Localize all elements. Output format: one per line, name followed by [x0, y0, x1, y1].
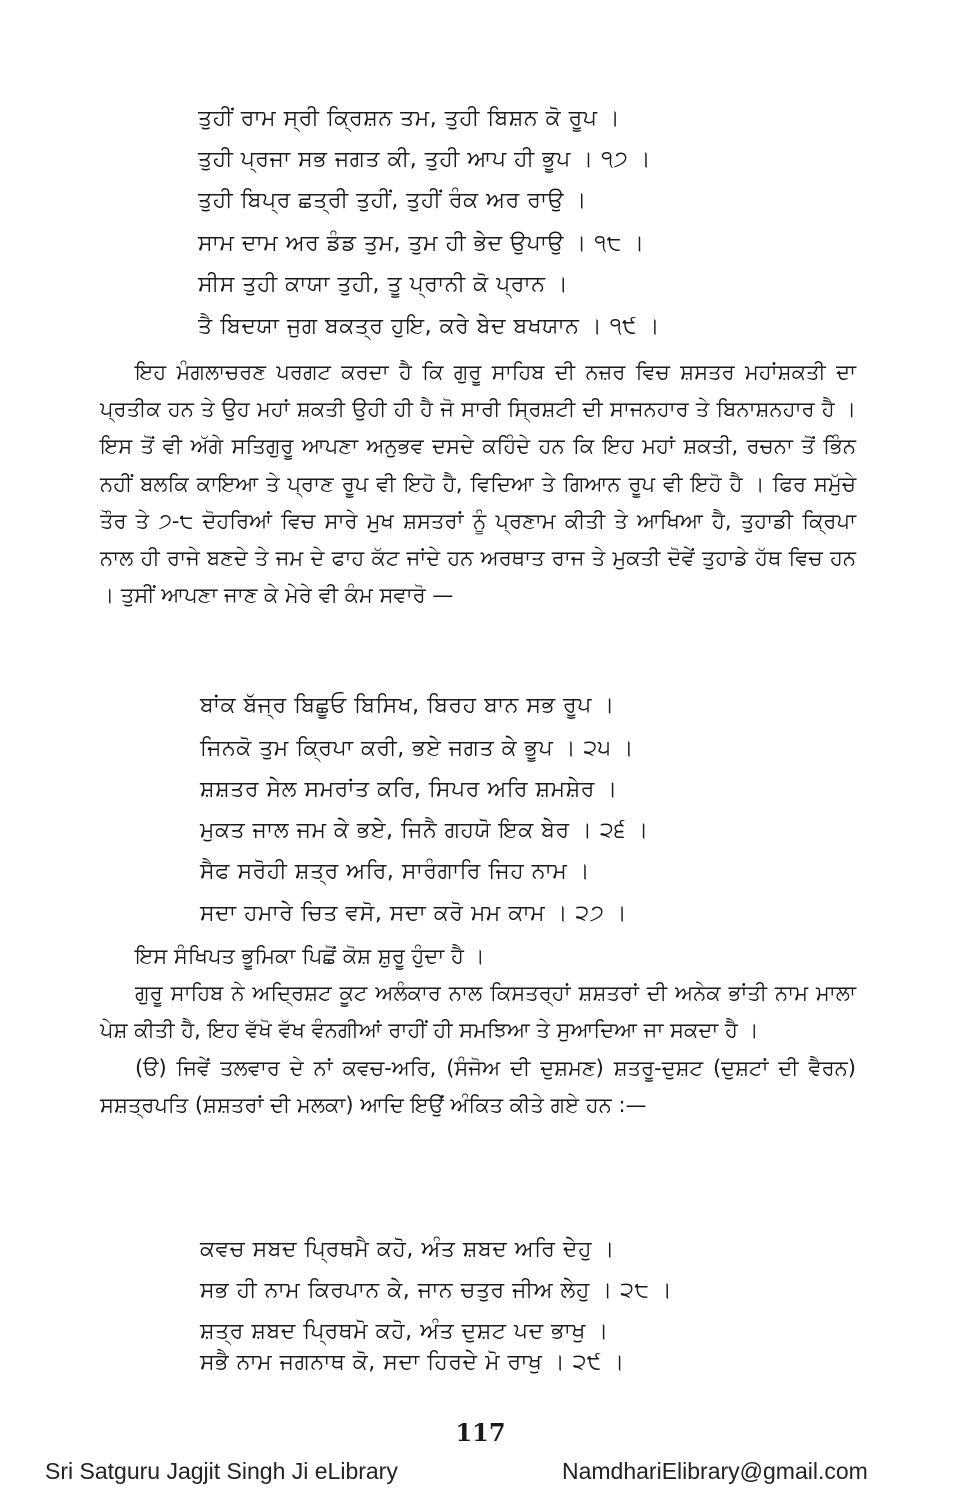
verse-line: ਤੁਹੀ ਪ੍ਰਜਾ ਸਭ ਜਗਤ ਕੀ, ਤੁਹੀ ਆਪ ਹੀ ਭੂਪ । ੧੭ ।: [198, 147, 652, 172]
verse-line: ਸਦਾ ਹਮਾਰੇ ਚਿਤ ਵਸੋ, ਸਦਾ ਕਰੋ ਮਮ ਕਾਮ । ੨੭ ।: [200, 901, 628, 926]
footer-email: NamdhariElibrary@gmail.com: [562, 1458, 868, 1484]
verse-line: ਜਿਨਕੋ ਤੁਮ ਕ੍ਰਿਪਾ ਕਰੀ, ਭਏ ਜਗਤ ਕੇ ਭੂਪ । ੨੫ ।: [200, 736, 635, 761]
verse-line: ਸੈਫ ਸਰੋਹੀ ਸ਼ਤ੍ਰ ਅਰਿ, ਸਾਰੰਗਾਰਿ ਜਿਹ ਨਾਮ ।: [200, 859, 591, 884]
verse-line: ਸ਼ਸ਼ਤਰ ਸੇਲ ਸਮਰਾਂਤ ਕਰਿ, ਸਿਪਰ ਅਰਿ ਸ਼ਮਸ਼ੇਰ ।: [200, 777, 618, 802]
page-number: 117: [455, 1418, 506, 1447]
paragraph: ਇਸ ਸੰਖਿਪਤ ਭੂਮਿਕਾ ਪਿਛੋਂ ਕੋਸ਼ ਸ਼ੁਰੂ ਹੁੰਦਾ ਹੈ ।: [135, 944, 485, 968]
verse-line: ਤੈ ਬਿਦਯਾ ਜੁਗ ਬਕਤ੍ਰ ਹੁਇ, ਕਰੇ ਬੇਦ ਬਖਯਾਨ । ੧੯ ।: [198, 314, 660, 339]
footer-library-name: Sri Satguru Jagjit Singh Ji eLibrary: [45, 1458, 398, 1484]
verse-line: ਸਭ ਹੀ ਨਾਮ ਕਿਰਪਾਨ ਕੇ, ਜਾਨ ਚਤੁਰ ਜੀਅ ਲੇਹੁ । ੨੮ ।: [200, 1278, 673, 1303]
verse-line: ਸੀਸ ਤੁਹੀ ਕਾਯਾ ਤੁਹੀ, ਤੂ ਪ੍ਰਾਨੀ ਕੋ ਪ੍ਰਾਨ ।: [198, 272, 569, 297]
verse-line: ਕਵਚ ਸਬਦ ਪ੍ਰਿਥਮੈ ਕਹੋ, ਅੰਤ ਸ਼ਬਦ ਅਰਿ ਦੇਹੁ ।: [200, 1237, 615, 1262]
paragraph: ਇਹ ਮੰਗਲਾਚਰਣ ਪਰਗਟ ਕਰਦਾ ਹੈ ਕਿ ਗੁਰੂ ਸਾਹਿਬ ਦੀ ਨਜ਼ਰ ਵਿਚ ਸ਼ਸਤਰ ਮਹਾਂਸ਼ਕਤੀ ਦਾ ਪ੍ਰਤੀਕ ਹਨ ਤੇ ਉਹ ਮਹਾਂ ਸ਼ਕਤੀ ਉਹੀ ਹੀ ਹੈ ਜੋ ਸਾਰੀ ਸ੍ਰਿਸ਼ਟੀ ਦੀ ਸਾਜਨਹਾਰ ਤੇ ਬਿਨਾਸ਼ਨਹਾਰ ਹੈ । ਇਸ ਤੋਂ ਵੀ ਅੱਗੇ ਸਤਿਗੁਰੂ ਆਪਣਾ ਅਨੁਭਵ ਦਸਦੇ ਕਹਿੰਦੇ ਹਨ ਕਿ ਇਹ ਮਹਾਂ ਸ਼ਕਤੀ, ਰਚਨਾ ਤੋਂ ਭਿੰਨ ਨਹੀਂ ਬਲਕਿ ਕਾਇਆ ਤੇ ਪ੍ਰਾਣ ਰੂਪ ਵੀ ਇਹੋ ਹੈ, ਵਿਦਿਆ ਤੇ ਗਿਆਨ ਰੂਪ ਵੀ ਇਹੋ ਹੈ । ਫਿਰ ਸਮੁੱਚੇ ਤੌਰ ਤੇ ੭-੮ ਦੋਹਰਿਆਂ ਵਿਚ ਸਾਰੇ ਮੁਖ ਸ਼ਸਤਰਾਂ ਨੂੰ ਪ੍ਰਣਾਮ ਕੀਤੀ ਤੇ ਆਖਿਆ ਹੈ, ਤੁਹਾਡੀ ਕ੍ਰਿਪਾ ਨਾਲ ਹੀ ਰਾਜੇ ਬਣਦੇ ਤੇ ਜਮ ਦੇ ਫਾਹ ਕੱਟ ਜਾਂਦੇ ਹਨ ਅਰਥਾਤ ਰਾਜ ਤੇ ਮੁਕਤੀ ਦੋਵੇਂ ਤੁਹਾਡੇ ਹੱਥ ਵਿਚ ਹਨ । ਤੁਸੀਂ ਆਪਣਾ ਜਾਣ ਕੇ ਮੇਰੇ ਵੀ ਕੰਮ ਸਵਾਰੋ —: [100, 360, 856, 608]
paragraph-block-2: [100, 938, 856, 1124]
verse-line: ਬਾਂਕ ਬੱਜ੍ਰ ਬਿਛੂਓ ਬਿਸਿਖ, ਬਿਰਹ ਬਾਨ ਸਭ ਰੂਪ ।: [200, 693, 615, 718]
paragraph: (ੳ) ਜਿਵੇਂ ਤਲਵਾਰ ਦੇ ਨਾਂ ਕਵਚ-ਅਰਿ, (ਸੰਜੋਅ ਦੀ ਦੁਸ਼ਮਣ) ਸ਼ਤਰੂ-ਦੁਸ਼ਟ (ਦੁਸ਼ਟਾਂ ਦੀ ਵੈਰਨ) ਸਸ਼ਤ੍ਰਪਤਿ (ਸ਼ਸ਼ਤਰਾਂ ਦੀ ਮਲਕਾ) ਆਦਿ ਇਉਂ ਅੰਕਿਤ ਕੀਤੇ ਗਏ ਹਨ :—: [100, 1055, 856, 1117]
verse-line: ਸਭੈ ਨਾਮ ਜਗਨਾਥ ਕੋ, ਸਦਾ ਹਿਰਦੇ ਮੋ ਰਾਖੁ । ੨੯ ।: [200, 1350, 625, 1375]
verse-line: ਸਾਮ ਦਾਮ ਅਰ ਡੰਡ ਤੁਮ, ਤੁਮ ਹੀ ਭੇਦ ਉਪਾਉ । ੧੮ ।: [198, 231, 645, 256]
paragraph: ਗੁਰੂ ਸਾਹਿਬ ਨੇ ਅਦ੍ਰਿਸ਼ਟ ਕੂਟ ਅਲੰਕਾਰ ਨਾਲ ਕਿਸਤਰ੍ਹਾਂ ਸ਼ਸ਼ਤਰਾਂ ਦੀ ਅਨੇਕ ਭਾਂਤੀ ਨਾਮ ਮਾਲਾ ਪੇਸ਼ ਕੀਤੀ ਹੈ, ਇਹ ਵੱਖੋ ਵੱਖ ਵੰਨਗੀਆਂ ਰਾਹੀਂ ਹੀ ਸਮਝਿਆ ਤੇ ਸੁਆਦਿਆ ਜਾ ਸਕਦਾ ਹੈ ।: [100, 981, 856, 1043]
verse-line: ਸ਼ਤ੍ਰ ਸ਼ਬਦ ਪ੍ਰਿਥਮੋ ਕਹੋ, ਅੰਤ ਦੁਸ਼ਟ ਪਦ ਭਾਖੁ ।: [200, 1319, 609, 1344]
verse-line: ਮੁਕਤ ਜਾਲ ਜਮ ਕੇ ਭਏ, ਜਿਨੈ ਗਹਯੋ ਇਕ ਬੇਰ । ੨੬ ।: [200, 818, 649, 843]
paragraph-block-1: [100, 354, 856, 614]
verse-line: ਤੁਹੀ ਬਿਪ੍ਰ ਛਤ੍ਰੀ ਤੁਹੀਂ, ਤੁਹੀਂ ਰੰਕ ਅਰ ਰਾਉ ।: [198, 188, 587, 213]
verse-line: ਤੁਹੀਂ ਰਾਮ ਸ੍ਰੀ ਕ੍ਰਿਸ਼ਨ ਤਮ, ਤੁਹੀ ਬਿਸ਼ਨ ਕੋ ਰੂਪ ।: [198, 106, 621, 131]
